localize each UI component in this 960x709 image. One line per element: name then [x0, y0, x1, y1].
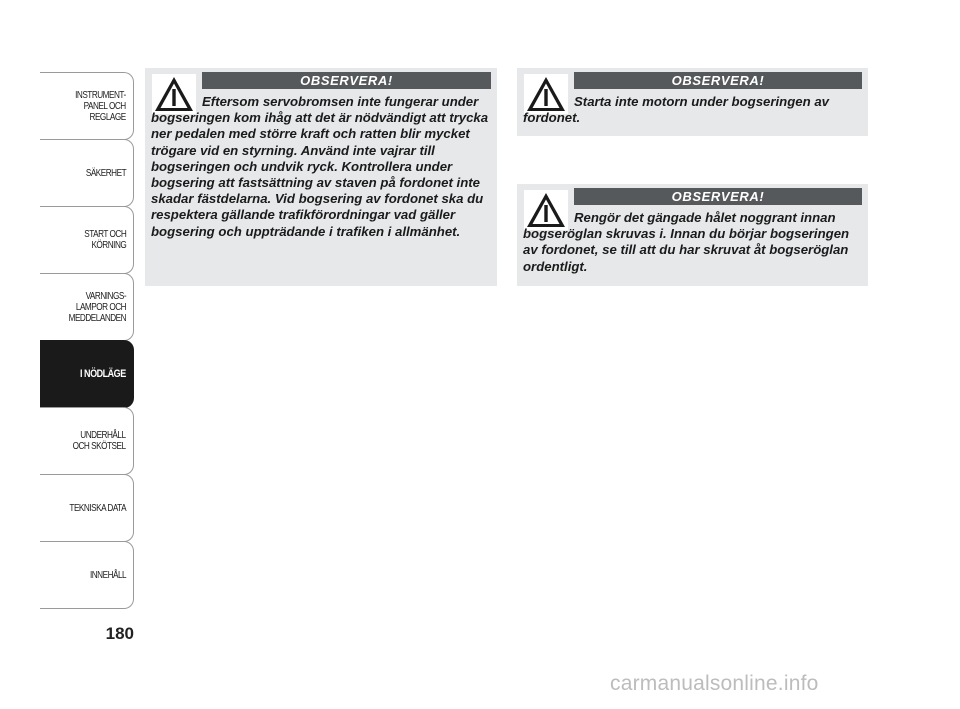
- warning-box: [517, 184, 868, 286]
- warning-text: Starta inte motorn under bogseringen av fordonet.: [523, 94, 829, 126]
- tab-sakerhet[interactable]: [40, 139, 134, 207]
- warning-text: Rengör det gängade hålet noggrant innan bogseröglan skruvas i. Innan du börjar bogseringen av fordonet, se till att du har skruvat åt bogseröglan ordentligt.: [523, 210, 850, 274]
- chapter-navigation: [40, 72, 134, 609]
- tab-varningslampor[interactable]: [40, 273, 134, 341]
- tab-tekniska-data[interactable]: [40, 474, 134, 542]
- watermark: carmanualsonline.info: [610, 672, 819, 695]
- warning-box: [145, 68, 497, 286]
- warning-header: OBSERVERA!: [574, 188, 862, 205]
- tab-label: INSTRUMENT- PANEL OCH REGLAGE: [75, 89, 126, 123]
- tab-label: UNDERHÅLL OCH SKÖTSEL: [73, 430, 126, 452]
- tab-instrumentpanel[interactable]: [40, 72, 134, 140]
- tab-label: VARNINGS- LAMPOR OCH MEDDELANDEN: [68, 290, 126, 324]
- warning-text: Eftersom servobromsen inte fungerar under bogseringen kom ihåg att det är nödvändigt att trycka ner pedalen med större kraft och ratten blir mycket trögare vid en styrning. Använd inte vajrar till bogseringen och undvik ryck. Kontrollera under bogsering att fastsättning av staven på fordonet inte skadar fästdelarna. Vid bogsering av fordonet ska du respektera gällande trafikförordningar vad gäller bogsering och uppträdande i trafiken i allmänhet.: [151, 94, 489, 239]
- tab-label: SÄKERHET: [85, 167, 126, 179]
- tab-i-nodlage[interactable]: [40, 340, 134, 408]
- warning-header: OBSERVERA!: [202, 72, 491, 89]
- page-number: 180: [105, 624, 134, 643]
- tab-label: TEKNISKA DATA: [69, 502, 126, 514]
- tab-start-och-korning[interactable]: [40, 206, 134, 274]
- tab-innehall[interactable]: [40, 541, 134, 609]
- warning-box: [517, 68, 868, 136]
- tab-label: START OCH KÖRNING: [83, 229, 126, 251]
- warning-header: OBSERVERA!: [574, 72, 862, 89]
- tab-label: INNEHÅLL: [89, 569, 126, 581]
- tab-label: I NÖDLÄGE: [80, 367, 126, 380]
- tab-underhall[interactable]: [40, 407, 134, 475]
